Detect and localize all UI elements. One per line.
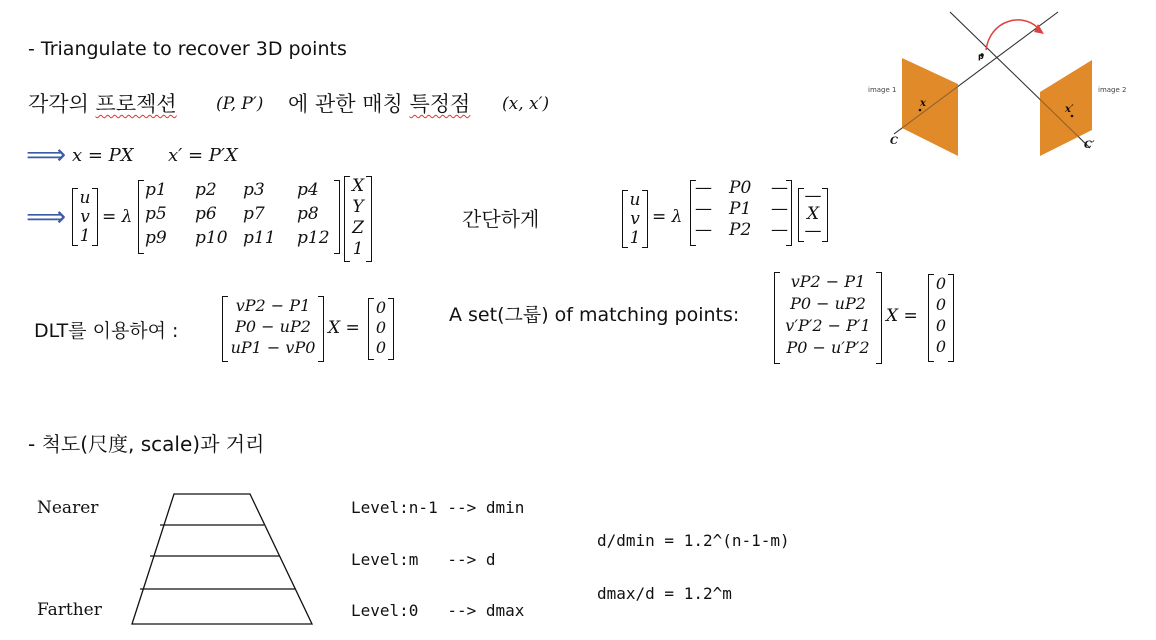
aset-label: A set(그룹) of matching points: bbox=[449, 304, 740, 326]
p-cell-12: p12 bbox=[297, 228, 330, 248]
aset-zero-0: 0 bbox=[935, 274, 947, 293]
math-xx: (x, x′) bbox=[502, 94, 550, 114]
math-pp: (P, P′) bbox=[216, 94, 264, 114]
fig-label-image2: image 2 bbox=[1098, 86, 1127, 94]
level-n-1: Level:n-1 --> dmin bbox=[351, 498, 525, 517]
rotation-arrow-icon bbox=[986, 20, 1038, 50]
simple-row-1-r: — bbox=[771, 199, 788, 219]
aset-row-2: v′P′2 − P′1 bbox=[785, 316, 871, 335]
pyramid-diagram bbox=[128, 488, 318, 628]
level-0: Level:0 --> dmax bbox=[351, 601, 525, 620]
simple-row-0-l: — bbox=[695, 178, 712, 198]
dlt-zero-2: 0 bbox=[375, 338, 387, 357]
aset-zero-vector bbox=[928, 274, 954, 362]
simple-u: u bbox=[629, 190, 641, 210]
aset-matrix bbox=[774, 272, 882, 364]
dlt-eq: X = bbox=[328, 318, 360, 338]
simple-row-2-m: P2 bbox=[729, 220, 752, 240]
level-m: Level:m --> d bbox=[351, 550, 496, 569]
p-cell-7: p7 bbox=[243, 204, 265, 224]
simple-row-2-l: — bbox=[695, 220, 712, 240]
simple-row-2-r: — bbox=[771, 220, 788, 240]
vec-one: 1 bbox=[352, 239, 364, 259]
eq2-lambda: = λ bbox=[102, 207, 133, 227]
implies-arrow-2: ⟹ bbox=[26, 200, 67, 233]
p-matrix bbox=[138, 180, 340, 254]
simple-x-vector bbox=[798, 188, 828, 242]
aset-eq: X = bbox=[886, 306, 918, 326]
simple-row-1-m: P1 bbox=[729, 199, 752, 219]
label-farther: Farther bbox=[37, 600, 102, 620]
korean-text-a: 각각의 bbox=[28, 92, 96, 116]
dlt-row-2: uP1 − vP0 bbox=[230, 338, 316, 357]
fig-label-x2: x′ bbox=[1065, 104, 1074, 115]
aset-row-1: P0 − uP2 bbox=[790, 294, 866, 313]
vec-v: v bbox=[80, 207, 90, 227]
p-cell-9: p9 bbox=[145, 228, 167, 248]
label-nearer: Nearer bbox=[37, 498, 99, 518]
aset-zero-2: 0 bbox=[935, 316, 947, 335]
p-cell-6: p6 bbox=[195, 204, 217, 224]
korean-line bbox=[28, 88, 177, 118]
fig-label-image1: image 1 bbox=[868, 86, 897, 94]
korean-text-b bbox=[288, 88, 470, 118]
vec-Y: Y bbox=[352, 197, 364, 217]
implies-arrow-1: ⟹ bbox=[26, 138, 67, 171]
xyz1-vector bbox=[344, 176, 372, 262]
formula-dmin: d/dmin = 1.2^(n-1-m) bbox=[597, 531, 790, 550]
simple-lambda: = λ bbox=[652, 207, 683, 227]
dlt-zero-vector bbox=[368, 298, 394, 360]
dlt-matrix bbox=[222, 296, 324, 362]
simple-v: v bbox=[630, 209, 640, 229]
p-cell-4: p4 bbox=[297, 180, 319, 200]
dlt-row-1: P0 − uP2 bbox=[235, 317, 311, 336]
fig-label-x: x bbox=[920, 98, 926, 109]
simple-uv1-vector bbox=[622, 190, 648, 248]
simple-vec-bot: — bbox=[804, 221, 822, 241]
vec-X: X bbox=[351, 176, 365, 196]
p-cell-3: p3 bbox=[243, 180, 265, 200]
aset-row-0: vP2 − P1 bbox=[790, 272, 866, 291]
aset-row-3: P0 − u′P′2 bbox=[786, 338, 870, 357]
p-cell-5: p5 bbox=[145, 204, 167, 224]
dlt-zero-0: 0 bbox=[375, 298, 387, 317]
vec-1: 1 bbox=[79, 226, 91, 246]
aset-zero-3: 0 bbox=[935, 337, 947, 356]
heading-triangulate: - Triangulate to recover 3D points bbox=[28, 38, 347, 60]
formula-dmax: dmax/d = 1.2^m bbox=[597, 584, 732, 603]
stereo-figure bbox=[862, 6, 1142, 162]
vec-Z: Z bbox=[352, 218, 364, 238]
p-cell-2: p2 bbox=[195, 180, 217, 200]
p-cell-1: p1 bbox=[145, 180, 167, 200]
eq1-right: x′ = P′X bbox=[168, 145, 238, 166]
simple-row-1-l: — bbox=[695, 199, 712, 219]
dlt-label: DLT를 이용하여 : bbox=[34, 320, 179, 342]
fig-label-p: p bbox=[978, 52, 984, 61]
korean-projection: 프로젝션 bbox=[95, 92, 177, 116]
simple-p-matrix bbox=[690, 180, 792, 246]
heading-scale: - 척도(尺度, scale)과 거리 bbox=[28, 432, 265, 456]
p-cell-10: p10 bbox=[195, 228, 228, 248]
uv1-vector bbox=[72, 188, 98, 246]
vec-u: u bbox=[79, 188, 91, 208]
p-cell-11: p11 bbox=[243, 228, 276, 248]
p-cell-8: p8 bbox=[297, 204, 319, 224]
simple-row-0-m: P0 bbox=[729, 178, 752, 198]
korean-feature: 특정점 bbox=[409, 92, 471, 116]
dlt-row-0: vP2 − P1 bbox=[235, 296, 311, 315]
korean-text-b-inner: 에 관한 매칭 bbox=[288, 92, 410, 116]
simple-vec-X: X bbox=[806, 204, 820, 224]
fig-label-c2: C′ bbox=[1084, 140, 1095, 151]
eq1-left: x = PX bbox=[72, 145, 134, 166]
simple-vec-top: — bbox=[804, 186, 822, 206]
simple-row-0-r: — bbox=[771, 178, 788, 198]
aset-zero-1: 0 bbox=[935, 295, 947, 314]
simple-1: 1 bbox=[629, 228, 641, 248]
fig-label-c: C bbox=[890, 136, 898, 147]
dlt-zero-1: 0 bbox=[375, 318, 387, 337]
simple-label: 간단하게 bbox=[462, 207, 540, 231]
